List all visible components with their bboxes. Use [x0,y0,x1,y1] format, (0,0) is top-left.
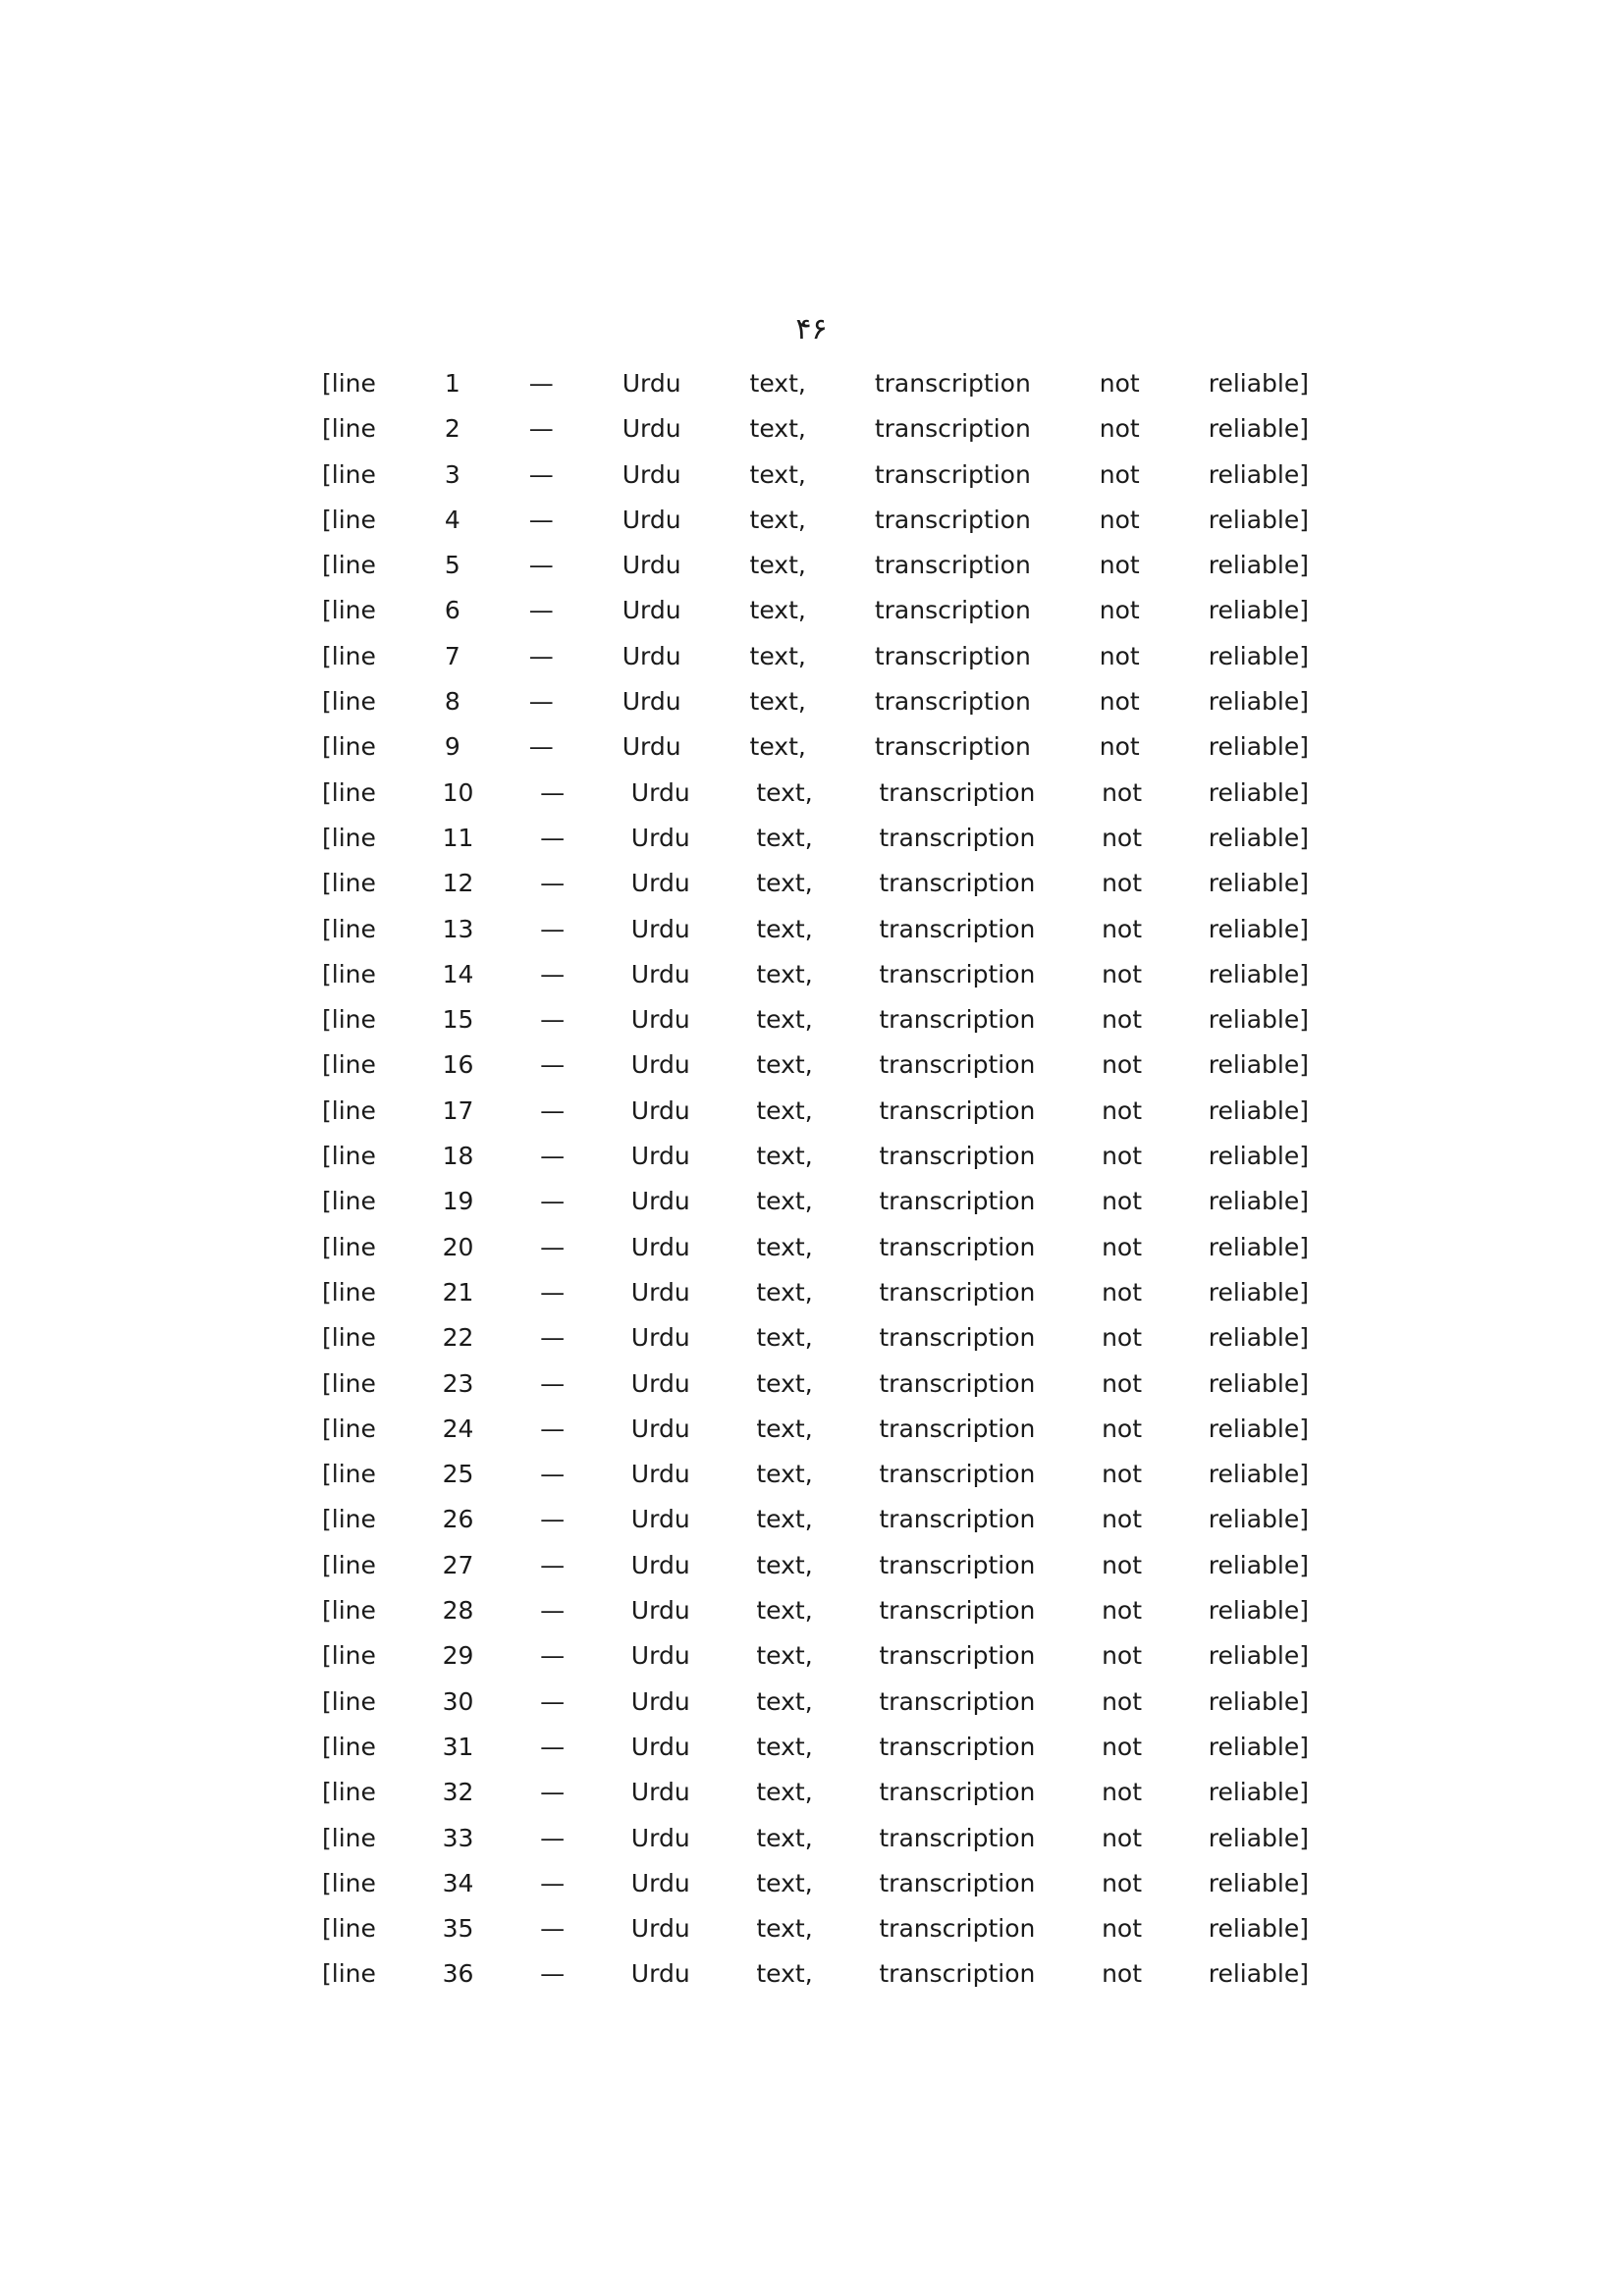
text-line: [line 15 — Urdu text, transcription not reliable] [322,1005,1309,1035]
text-line: [line 17 — Urdu text, transcription not reliable] [322,1095,1309,1125]
text-line: [line 9 — Urdu text, transcription not reliable] [322,732,1309,762]
page-number: ۴۶ [795,312,828,347]
text-line: [line 32 — Urdu text, transcription not reliable] [322,1778,1309,1807]
text-line: [line 29 — Urdu text, transcription not reliable] [322,1641,1309,1671]
text-line: [line 8 — Urdu text, transcription not reliable] [322,687,1309,717]
text-line: [line 24 — Urdu text, transcription not reliable] [322,1414,1309,1443]
text-line: [line 3 — Urdu text, transcription not reliable] [322,459,1309,489]
text-line: [line 18 — Urdu text, transcription not reliable] [322,1142,1309,1171]
text-line: [line 19 — Urdu text, transcription not reliable] [322,1187,1309,1216]
text-line: [line 12 — Urdu text, transcription not reliable] [322,869,1309,898]
text-line: [line 34 — Urdu text, transcription not reliable] [322,1868,1309,1897]
text-line: [line 31 — Urdu text, transcription not reliable] [322,1732,1309,1761]
text-line: [line 4 — Urdu text, transcription not reliable] [322,505,1309,534]
text-line: [line 22 — Urdu text, transcription not reliable] [322,1323,1309,1353]
text-line: [line 7 — Urdu text, transcription not reliable] [322,641,1309,670]
body-text [322,361,1309,1998]
text-line: [line 23 — Urdu text, transcription not reliable] [322,1368,1309,1398]
text-line: [line 16 — Urdu text, transcription not reliable] [322,1050,1309,1080]
text-line: [line 14 — Urdu text, transcription not reliable] [322,959,1309,988]
text-line: [line 28 — Urdu text, transcription not reliable] [322,1596,1309,1626]
text-line: [line 13 — Urdu text, transcription not reliable] [322,914,1309,943]
text-line: [line 35 — Urdu text, transcription not reliable] [322,1914,1309,1944]
text-line: [line 21 — Urdu text, transcription not reliable] [322,1277,1309,1307]
text-line: [line 11 — Urdu text, transcription not reliable] [322,823,1309,852]
text-line: [line 20 — Urdu text, transcription not reliable] [322,1232,1309,1261]
text-line: [line 25 — Urdu text, transcription not reliable] [322,1460,1309,1489]
text-line: [line 1 — Urdu text, transcription not reliable] [322,369,1309,398]
text-line: [line 36 — Urdu text, transcription not reliable] [322,1959,1309,1989]
text-line: [line 5 — Urdu text, transcription not reliable] [322,551,1309,580]
text-line: [line 2 — Urdu text, transcription not reliable] [322,414,1309,444]
text-line: [line 26 — Urdu text, transcription not reliable] [322,1505,1309,1534]
text-line: [line 6 — Urdu text, transcription not reliable] [322,596,1309,625]
text-line: [line 30 — Urdu text, transcription not reliable] [322,1686,1309,1716]
text-line: [line 10 — Urdu text, transcription not reliable] [322,777,1309,807]
text-line: [line 27 — Urdu text, transcription not reliable] [322,1550,1309,1579]
text-line: [line 33 — Urdu text, transcription not reliable] [322,1823,1309,1852]
